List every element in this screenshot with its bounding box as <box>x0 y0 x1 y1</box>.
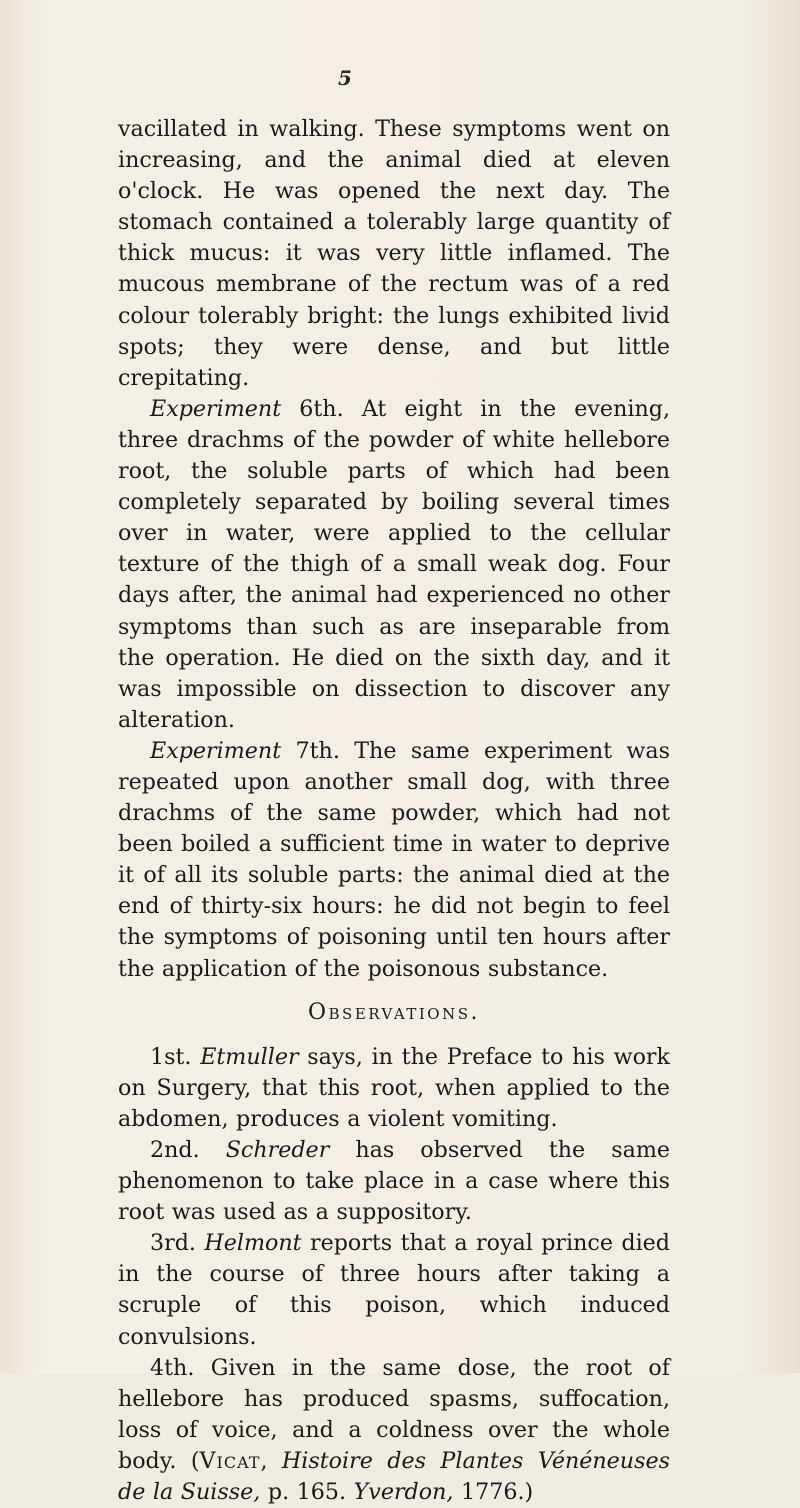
text-segment: Experiment <box>150 737 282 764</box>
text-segment: Yverdon, <box>353 1479 454 1506</box>
page-number: 5 <box>338 66 352 90</box>
text-segment: Histoire des Plantes Vénéneuses de la Suisse, <box>118 1447 670 1506</box>
text-segment: , <box>260 1447 282 1474</box>
observation-3 <box>118 1228 670 1352</box>
observation-2 <box>118 1135 670 1228</box>
text-segment: 3rd. <box>150 1230 205 1257</box>
paragraph-experiment-6 <box>118 394 670 736</box>
observation-4 <box>118 1353 670 1508</box>
text-segment: Experiment <box>150 395 282 422</box>
observation-1 <box>118 1042 670 1135</box>
text-segment: 1776.) <box>453 1479 534 1506</box>
text-segment: Vicat <box>199 1447 261 1474</box>
text-segment: Helmont <box>204 1230 302 1257</box>
section-heading: Observations. <box>308 999 480 1025</box>
text-segment: Schreder <box>225 1137 330 1163</box>
text-segment: reports that a royal prince died in the course of three hours after taking a scruple of this poison, which induced convulsions. <box>118 1230 671 1350</box>
body-text <box>118 114 670 1508</box>
text-segment: 1st. <box>150 1043 201 1070</box>
text-segment: has observed the same phenomenon to take place in a case where this root was used as a suppository. <box>118 1137 670 1226</box>
text-segment: says, in the Preface to his work on Surgery, that this root, when applied to the abdomen, produces a violent vomiting. <box>118 1043 670 1132</box>
text-segment: 6th. At eight in the evening, three drachms of the powder of white hellebore root, the soluble parts of which had been completely separated by boiling several times over in water, were applied to the cellular texture of the thigh of a small weak dog. Four days after, the animal had experienced no other symptoms than such as are inseparable from the operation. He died on the sixth day, and it was impossible on dissection to discover any alteration. <box>118 395 670 733</box>
text-segment: 4th. Given in the same dose, the root of hellebore has produced spasms, suffocation, loss of voice, and a coldness over the whole body. ( <box>118 1354 670 1474</box>
paragraph-experiment-7 <box>118 736 670 985</box>
text-segment: 2nd. <box>150 1137 226 1163</box>
paragraph-continuation <box>118 114 670 394</box>
text-segment: Etmuller <box>200 1043 299 1070</box>
text-segment: vacillated in walking. These symptoms went on increasing, and the animal died at eleven o'clock. He was opened the next day. The stomach contained a tolerably large quantity of thick mucus: it was very little inflamed. The mucous membrane of the rectum was of a red colour tolerably bright: the lungs exhibited livid spots; they were dense, and but little crepitating. <box>118 116 670 391</box>
text-segment: 7th. The same experiment was repeated upon another small dog, with three drachms of the same powder, which had not been boiled a sufficient time in water to deprive it of all its soluble parts: the animal died at the end of thirty-six hours: he did not begin to feel the symptoms of poisoning until ten hours after the application of the poisonous substance. <box>118 737 670 982</box>
text-segment: p. 165. <box>260 1479 354 1506</box>
